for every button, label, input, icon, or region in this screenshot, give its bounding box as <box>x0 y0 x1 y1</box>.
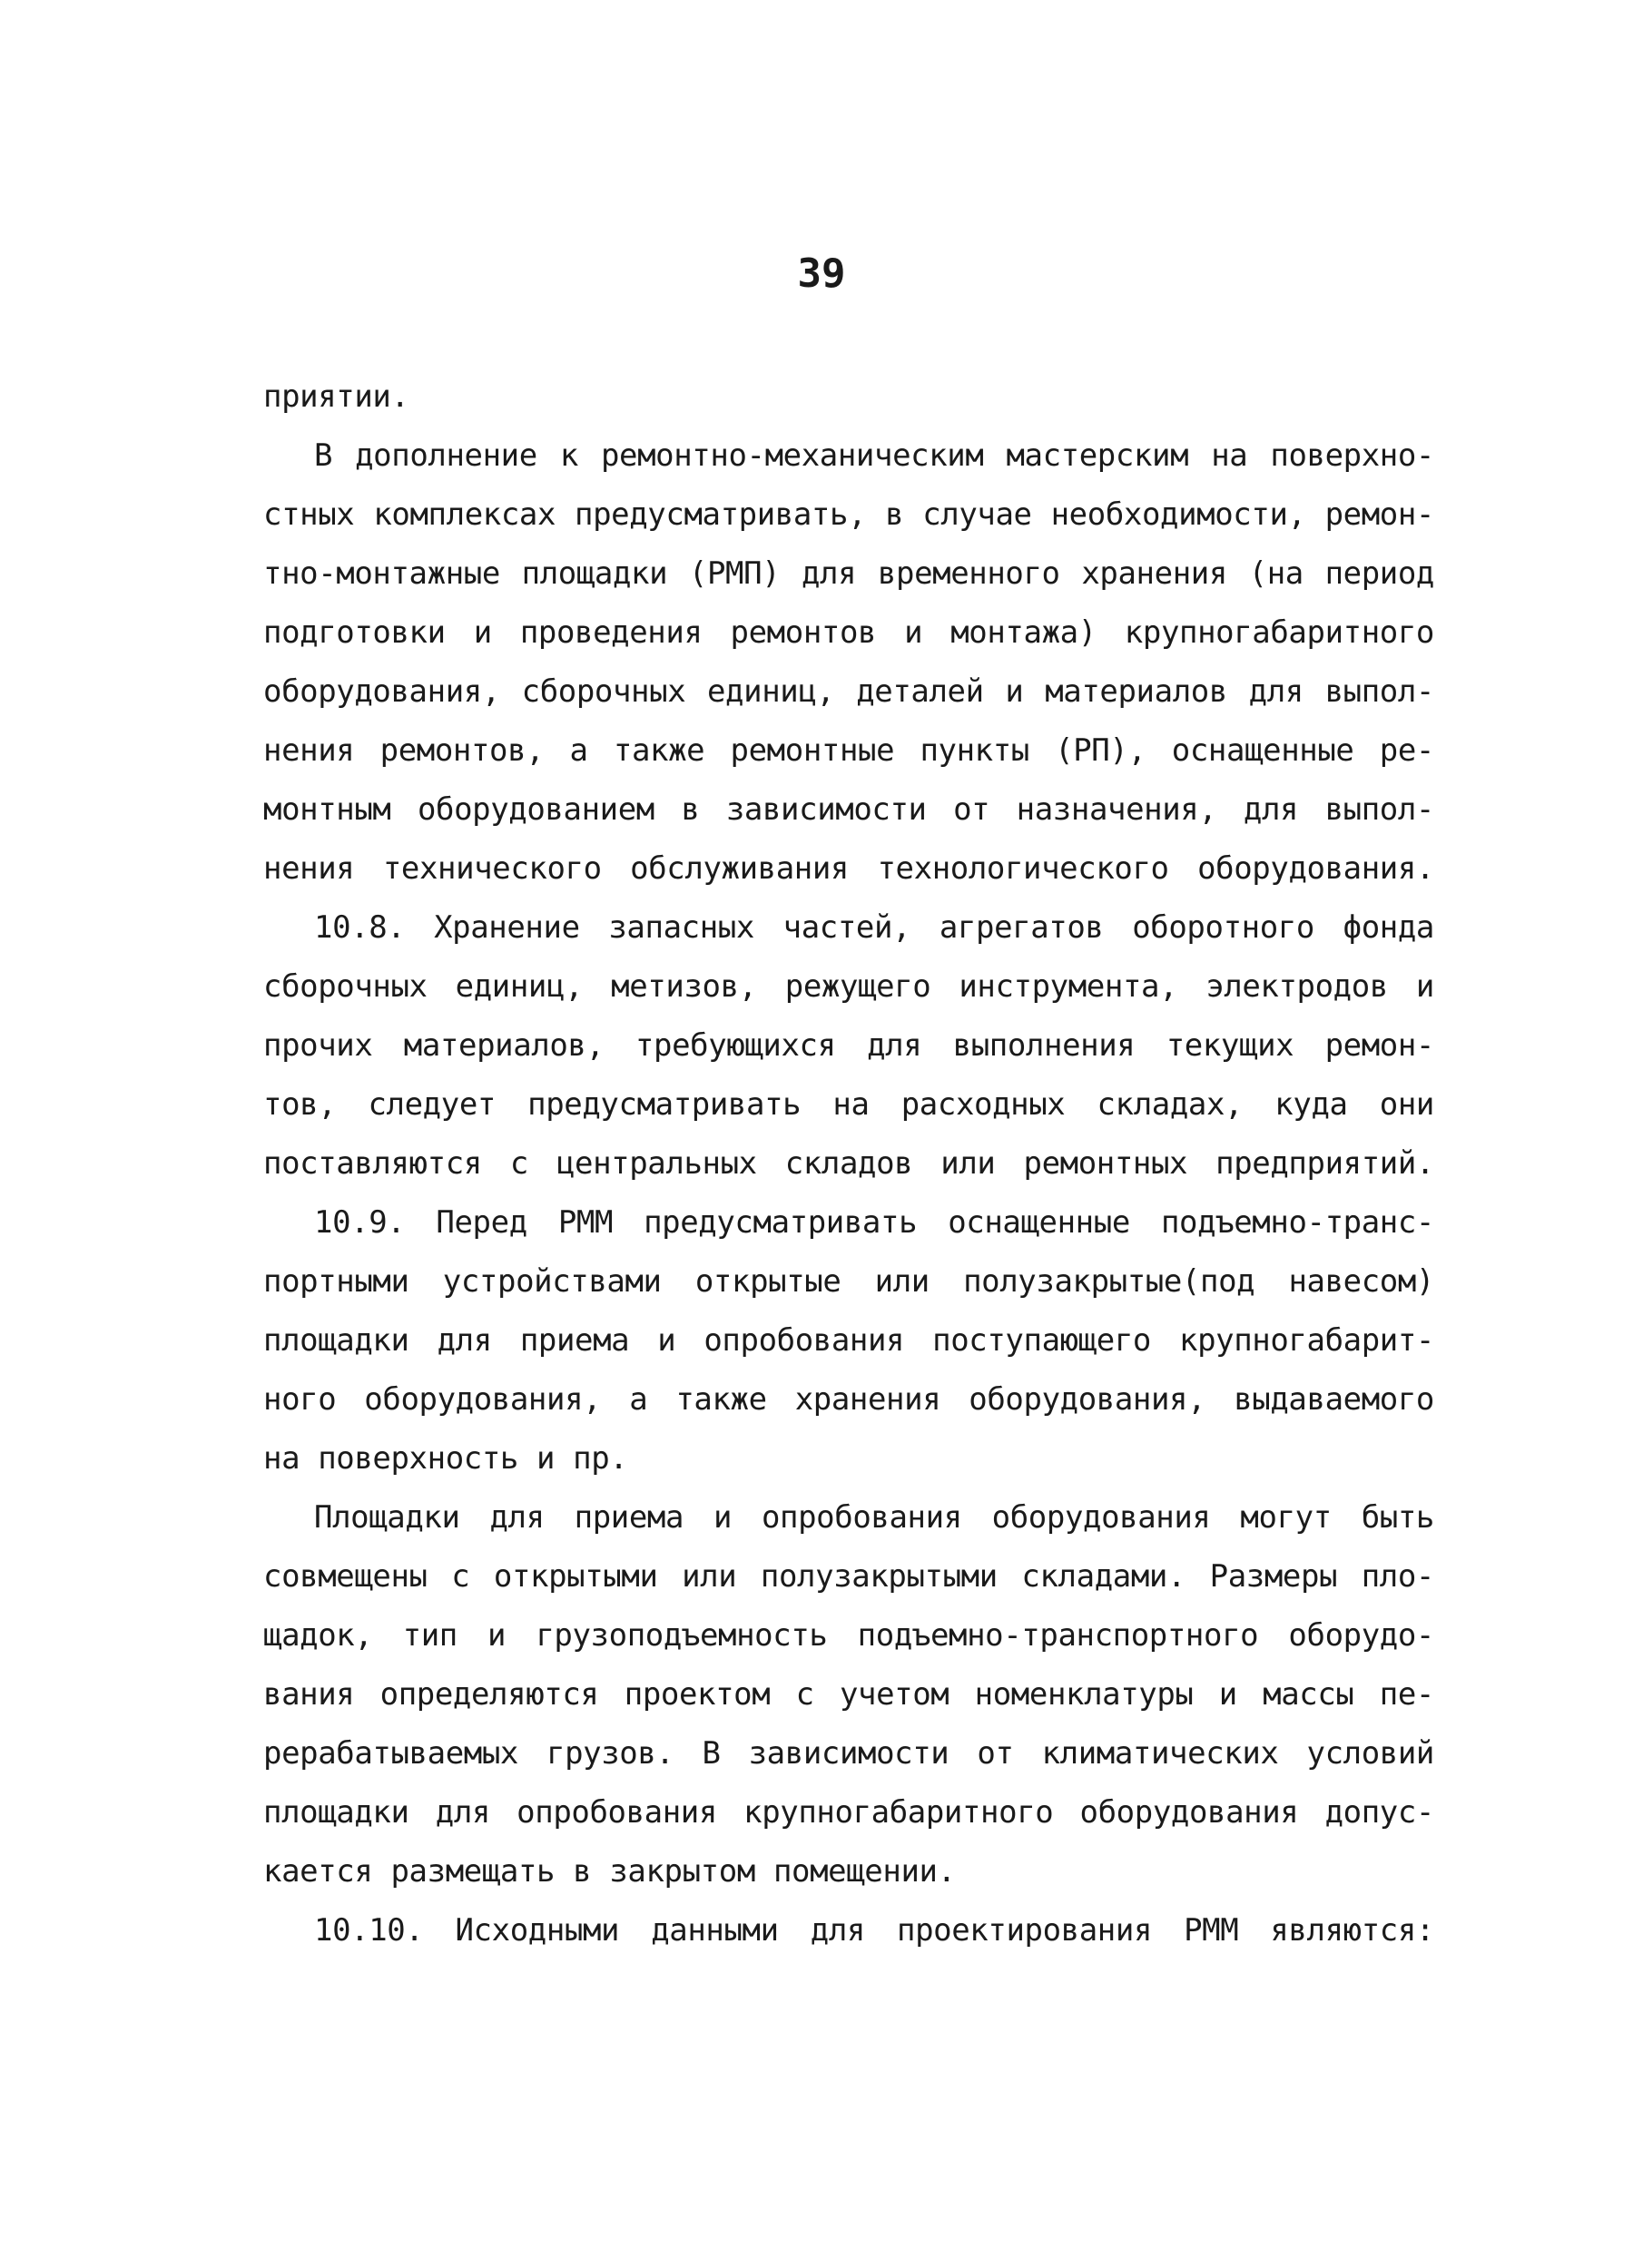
text-line: рерабатываемых грузов. В зависимости от климатических условий <box>263 1735 1434 1772</box>
text-line: кается размещать в закрытом помещении. <box>263 1853 956 1890</box>
text-line: щадок, тип и грузоподъемность подъемно-транспортного оборудо- <box>263 1617 1434 1654</box>
page-number: 39 <box>797 250 846 297</box>
text-line: монтным оборудованием в зависимости от назначения, для выпол- <box>263 791 1434 828</box>
text-line: В дополнение к ремонтно-механическим мастерским на поверхно- <box>314 437 1434 474</box>
text-line: 10.8. Хранение запасных частей, агрегатов оборотного фонда <box>314 909 1434 946</box>
text-line: вания определяются проектом с учетом номенклатуры и массы пе- <box>263 1676 1434 1713</box>
text-line: совмещены с открытыми или полузакрытыми складами. Размеры пло- <box>263 1558 1434 1595</box>
text-line: тно-монтажные площадки (РМП) для временного хранения (на период <box>263 555 1434 592</box>
text-line: сборочных единиц, метизов, режущего инструмента, электродов и <box>263 968 1434 1005</box>
text-line: площадки для опробования крупногабаритного оборудования допус- <box>263 1794 1434 1831</box>
text-line: оборудования, сборочных единиц, деталей и материалов для выпол- <box>263 673 1434 710</box>
text-line: 10.9. Перед РММ предусматривать оснащенные подъемно-транс- <box>314 1204 1434 1241</box>
text-line: на поверхность и пр. <box>263 1440 628 1477</box>
text-line: 10.10. Исходными данными для проектирования РММ являются: <box>314 1912 1434 1949</box>
text-line: Площадки для приема и опробования оборудования могут быть <box>314 1499 1434 1536</box>
text-line: подготовки и проведения ремонтов и монтажа) крупногабаритного <box>263 614 1434 651</box>
text-line: тов, следует предусматривать на расходных складах, куда они <box>263 1086 1434 1123</box>
text-line: площадки для приема и опробования поступающего крупногабарит- <box>263 1322 1434 1359</box>
text-line: поставляются с центральных складов или ремонтных предприятий. <box>263 1145 1434 1182</box>
text-line: стных комплексах предусматривать, в случае необходимости, ремон- <box>263 496 1434 533</box>
text-line: портными устройствами открытые или полузакрытые(под навесом) <box>263 1263 1434 1300</box>
text-line: нения ремонтов, а также ремонтные пункты (РП), оснащенные ре- <box>263 732 1434 769</box>
text-line: приятии. <box>263 378 409 415</box>
text-line: нения технического обслуживания технологического оборудования. <box>263 850 1434 887</box>
text-line: прочих материалов, требующихся для выполнения текущих ремон- <box>263 1027 1434 1064</box>
document-body <box>263 368 1434 1960</box>
text-line: ного оборудования, а также хранения оборудования, выдаваемого <box>263 1381 1434 1418</box>
